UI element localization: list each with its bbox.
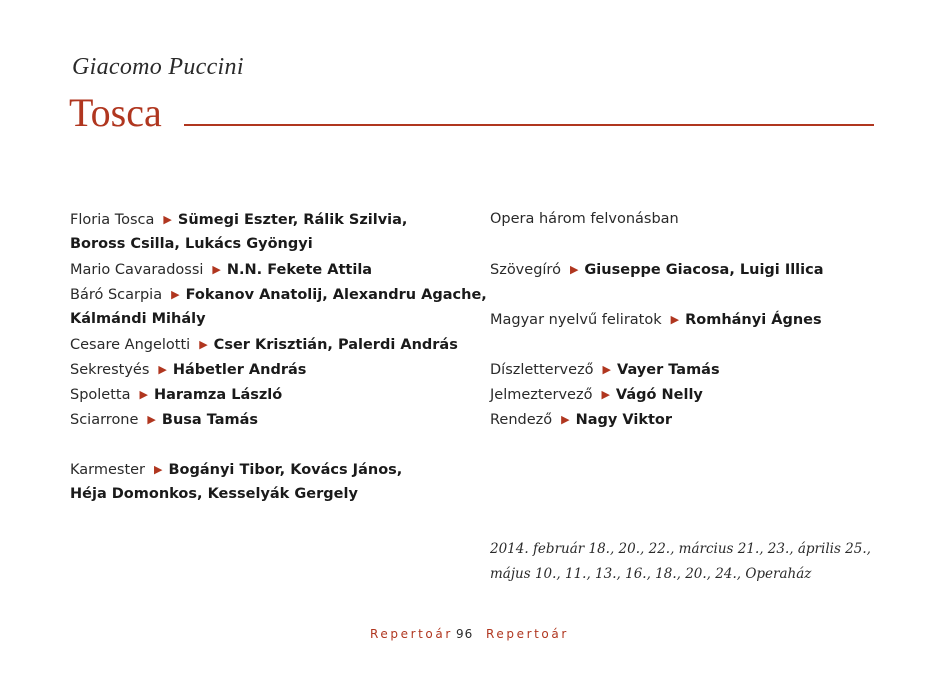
composer-name: Giacomo Puccini: [72, 54, 244, 80]
conductor-line: [70, 457, 470, 482]
arrow-icon: ▶: [199, 338, 208, 351]
cast-line-spoletta: [70, 382, 470, 407]
dates-line: május 10., 11., 13., 16., 18., 20., 24., Operaház: [490, 566, 812, 582]
performer-names: Kálmándi Mihály: [70, 311, 206, 327]
cast-line-angelotti: [70, 332, 470, 357]
spacer: [490, 282, 910, 307]
subtitle-text: Opera három felvonásban: [490, 211, 679, 227]
page-number: 96: [456, 627, 474, 641]
arrow-icon: ▶: [212, 263, 221, 276]
role-label: Báró Scarpia: [70, 287, 163, 303]
dates-line: 2014. február 18., 20., 22., március 21., 23., április 25.,: [490, 541, 871, 557]
cast-line-sciarrone: [70, 407, 470, 432]
cast-line-tosca: [70, 207, 470, 232]
role-label: Mario Cavaradossi: [70, 262, 204, 278]
arrow-icon: ▶: [154, 463, 163, 476]
cast-line-scarpia: [70, 282, 487, 307]
cast-line-tosca-cont: [70, 232, 470, 257]
role-label: Jelmeztervező: [490, 387, 593, 403]
role-label: Rendező: [490, 412, 553, 428]
performer-names: Busa Tamás: [161, 412, 259, 428]
credit-names: Romhányi Ágnes: [685, 312, 822, 328]
librettist-line: [490, 257, 910, 282]
cast-line-sekrestyes: [70, 357, 470, 382]
set-designer-line: [490, 357, 910, 382]
title-rule: [184, 124, 874, 126]
arrow-icon: ▶: [171, 288, 180, 301]
performer-names: Boross Csilla, Lukács Gyöngyi: [70, 236, 313, 252]
performance-dates: [490, 537, 910, 587]
spacer: [490, 232, 910, 257]
performer-names: Hábetler András: [172, 362, 307, 378]
role-label: Karmester: [70, 462, 146, 478]
cast-column: [70, 207, 487, 507]
role-label: Magyar nyelvű feliratok: [490, 312, 662, 328]
cast-line-scarpia-cont: [70, 307, 470, 332]
role-label: Díszlettervező: [490, 362, 594, 378]
spacer: [490, 332, 910, 357]
arrow-icon: ▶: [601, 388, 610, 401]
arrow-icon: ▶: [147, 413, 156, 426]
performer-names: Bogányi Tibor, Kovács János,: [168, 462, 403, 478]
production-info-column: [490, 207, 910, 432]
arrow-icon: ▶: [561, 413, 570, 426]
footer-section-left: Repertoár: [370, 627, 453, 641]
role-label: Cesare Angelotti: [70, 337, 191, 353]
opera-subtitle: [490, 207, 910, 232]
arrow-icon: ▶: [602, 363, 612, 376]
credit-names: Vayer Tamás: [617, 362, 720, 378]
arrow-icon: ▶: [158, 363, 167, 376]
opera-title: Tosca: [69, 90, 162, 135]
role-label: Sekrestyés: [70, 362, 150, 378]
arrow-icon: ▶: [670, 313, 680, 326]
conductor-line-cont: [70, 482, 470, 507]
performer-names: Héja Domonkos, Kesselyák Gergely: [70, 486, 358, 502]
director-line: [490, 407, 910, 432]
arrow-icon: ▶: [139, 388, 148, 401]
credit-names: Giuseppe Giacosa, Luigi Illica: [584, 262, 824, 278]
performer-names: N.N. Fekete Attila: [226, 262, 373, 278]
footer-section-right: Repertoár: [486, 627, 569, 641]
performer-names: Sümegi Eszter, Rálik Szilvia,: [177, 212, 408, 228]
credit-names: Nagy Viktor: [575, 412, 673, 428]
spacer: [70, 432, 470, 457]
role-label: Floria Tosca: [70, 212, 155, 228]
performer-names: Fokanov Anatolij, Alexandru Agache,: [185, 287, 487, 303]
surtitles-line: [490, 307, 910, 332]
arrow-icon: ▶: [163, 213, 172, 226]
credit-names: Vágó Nelly: [615, 387, 703, 403]
role-label: Spoletta: [70, 387, 131, 403]
role-label: Sciarrone: [70, 412, 139, 428]
costume-designer-line: [490, 382, 910, 407]
cast-line-cavaradossi: [70, 257, 470, 282]
performer-names: Cser Krisztián, Palerdi András: [213, 337, 458, 353]
arrow-icon: ▶: [569, 263, 579, 276]
role-label: Szövegíró: [490, 262, 561, 278]
performer-names: Haramza László: [153, 387, 283, 403]
